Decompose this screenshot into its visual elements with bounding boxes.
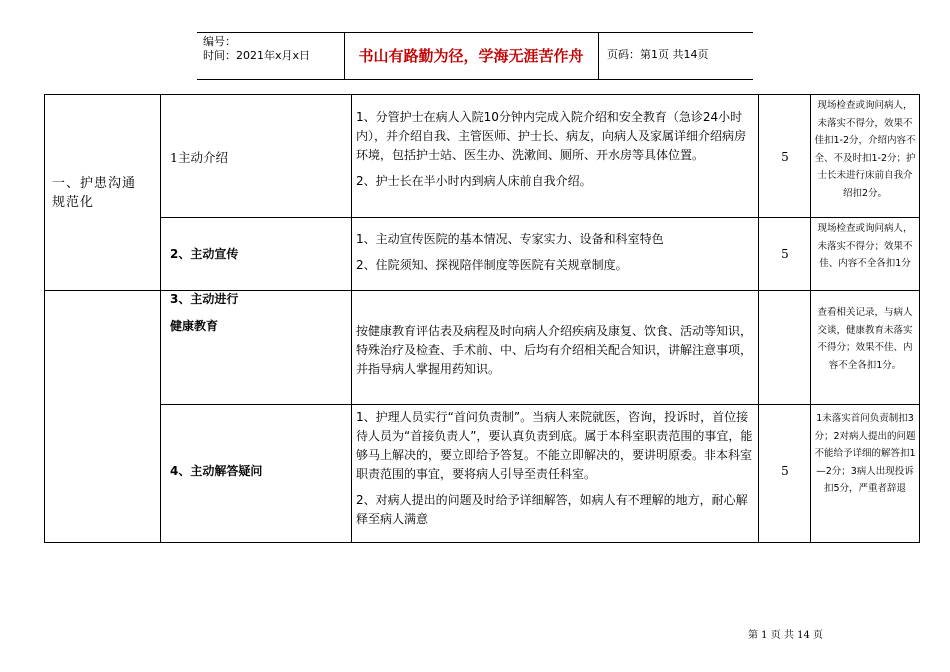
doc-date: 时间：2021年x月x日 — [203, 49, 311, 62]
item-name: 4、主动解答疑问 — [170, 464, 263, 478]
header-meta — [203, 35, 310, 63]
table-border — [44, 94, 45, 543]
header-divider — [344, 33, 345, 79]
item-name-line: 3、主动进行 — [170, 292, 239, 306]
content-paragraph: 2、住院须知、探视陪伴制度等医院有关规章制度。 — [356, 258, 628, 272]
item-score: 5 — [781, 150, 789, 164]
check-method: 现场检查或询问病人，未落实不得分；效果不佳、内容不全各扣1分 — [817, 223, 913, 269]
page-header — [197, 32, 753, 80]
page-footer: 第 1 页 共 14 页 — [748, 630, 823, 641]
check-method: 查看相关记录，与病人交谈，健康教育未落实不得分；效果不佳、内容不全各扣1分。 — [817, 307, 913, 371]
content-paragraph: 2、护士长在半小时内到病人床前自我介绍。 — [356, 174, 592, 188]
column-divider — [160, 94, 161, 543]
column-divider — [810, 94, 811, 543]
table-border — [919, 94, 920, 543]
content-paragraph: 按健康教育评估表及病程及时向病人介绍疾病及康复、饮食、活动等知识，特殊治疗及检查、手术前、中、后均有介绍相关配合知识，讲解注意事项，并指导病人掌握用药知识。 — [356, 324, 753, 376]
check-method: 现场检查或询问病人，未落实不得分，效果不佳扣1-2分，介绍内容不全、不及时扣1-2分；护士长未进行床前自我介绍扣2分。 — [814, 100, 916, 199]
column-divider — [351, 94, 352, 543]
item-content — [356, 322, 754, 379]
header-motto: 书山有路勤为径，学海无涯苦作舟 — [358, 47, 584, 65]
content-paragraph: 1、主动宣传医院的基本情况、专家实力、设备和科室特色 — [356, 232, 664, 246]
item-score: 5 — [781, 464, 789, 478]
row-divider — [160, 217, 920, 218]
doc-number-label: 编号： — [203, 35, 236, 48]
table-border — [44, 542, 920, 543]
content-paragraph: 1、分管护士在病人入院10分钟内完成入院介绍和安全教育（急诊24小时内），并介绍自我、主管医师、护士长、病友，向病人及家属详细介绍病房环境，包括护士站、医生办、洗漱间、厕所、开水房等具体位置。 — [356, 110, 747, 162]
item-name-line: 健康教育 — [170, 319, 219, 333]
table-border — [44, 94, 920, 95]
header-divider — [598, 33, 599, 79]
column-divider — [758, 94, 759, 543]
header-page-info: 页码：第1页 共14页 — [607, 48, 709, 61]
item-content — [356, 408, 754, 529]
evaluation-table — [44, 94, 920, 543]
item-name: 2、主动宣传 — [170, 247, 239, 261]
content-paragraph: 2、对病人提出的问题及时给予详细解答，如病人有不理解的地方，耐心解释至病人满意 — [356, 493, 748, 526]
check-method: 1未落实首问负责制扣3分；2对病人提出的问题不能给予详细的解答扣1—2分；3病人出现投诉扣5分，严重者辞退 — [814, 413, 916, 494]
section-label: 一、护患沟通规范化 — [52, 176, 137, 210]
item-content — [356, 230, 754, 275]
row-divider — [160, 404, 920, 405]
content-paragraph: 1、护理人员实行“首问负责制”。当病人来院就医，咨询，投诉时，首位接待人员为“首接负责人”，要认真负责到底。属于本科室职责范围的事宜，能够马上解决的，要立即给予答复。不能立即解决的，要讲明原委。非本科室职责范围的事宜，要将病人引导至责任科室。 — [356, 410, 753, 481]
item-score: 5 — [781, 247, 789, 261]
item-content — [356, 108, 754, 191]
item-name — [170, 290, 340, 336]
item-name: 1主动介绍 — [170, 150, 228, 165]
